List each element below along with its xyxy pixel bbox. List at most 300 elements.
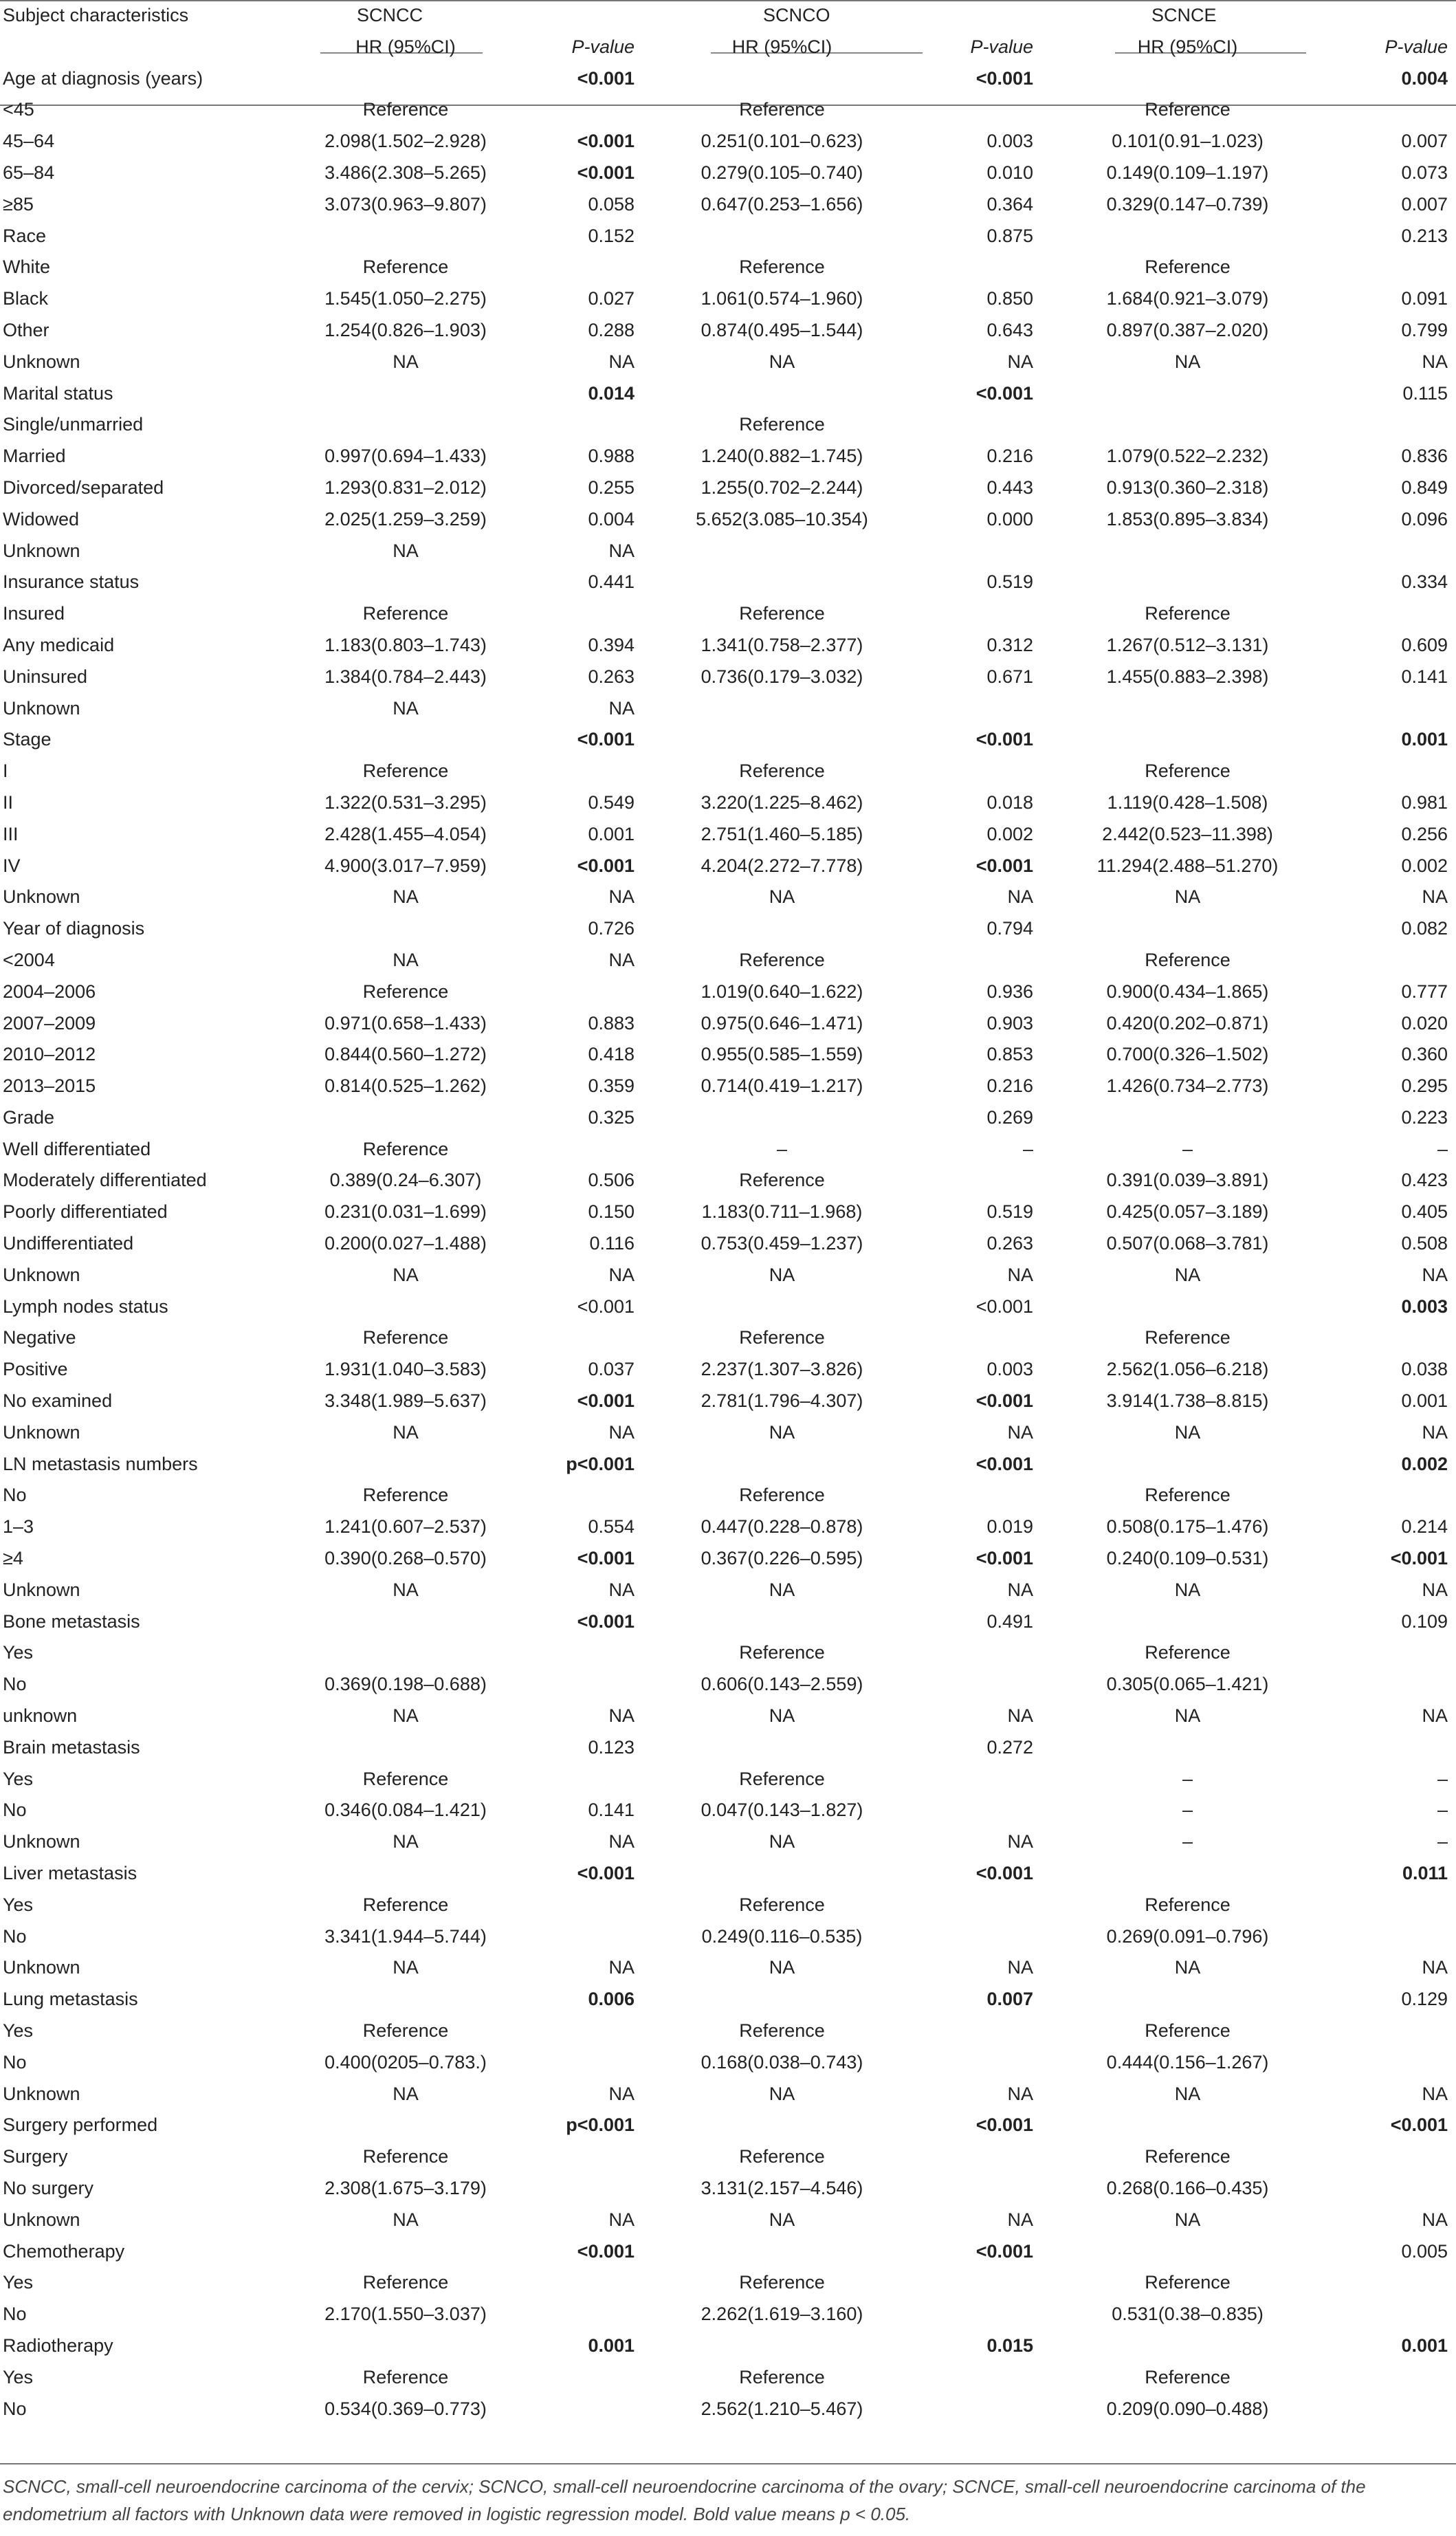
scnce-hr-cell: Reference: [1145, 2366, 1231, 2387]
scnco-hr-cell: Reference: [739, 1327, 825, 1348]
table-row: [0, 1386, 1456, 1417]
scnco-p-cell: [921, 945, 1041, 976]
row-label: Yes: [3, 2366, 34, 2387]
scncc-hr-cell: 3.341(1.944–5.744): [324, 1925, 487, 1947]
scnce-p-cell: –: [1437, 1138, 1448, 1159]
scnco-hr-cell: NA: [769, 2209, 795, 2230]
subject-header: Subject characteristics: [3, 5, 189, 25]
scnco-hr-cell: 0.168(0.038–0.743): [701, 2051, 863, 2073]
scnco-header: SCNCO: [763, 5, 830, 25]
scnco-hr-cell: 1.341(0.758–2.377): [701, 634, 863, 655]
scnco-hr-cell: [643, 913, 921, 945]
row-label: Unknown: [3, 540, 80, 561]
scnce-p-cell: [1334, 756, 1456, 787]
scnce-p-cell: 0.007: [1401, 131, 1448, 152]
scnco-p-cell: <0.001: [975, 1453, 1034, 1474]
section-label: Radiotherapy: [3, 2335, 113, 2356]
scnce-p-cell: 0.609: [1401, 634, 1448, 655]
scnco-p-cell: NA: [1007, 1579, 1034, 1600]
scnco-hr-cell: 3.131(2.157–4.546): [701, 2177, 863, 2198]
scnce-p-cell: 0.002: [1401, 1453, 1448, 1474]
scnce-p-cell: NA: [1422, 1705, 1448, 1727]
scnce-hr-cell: Reference: [1145, 2146, 1231, 2167]
scnce-hr-cell: [1041, 2110, 1334, 2141]
scnce-p-cell: [1334, 409, 1456, 441]
scnce-hr-cell: 0.269(0.091–0.796): [1106, 1925, 1269, 1947]
table-row: [0, 2362, 1456, 2394]
scncc-p-cell: [526, 1764, 643, 1795]
scncc-hr-cell: 1.293(0.831–2.012): [324, 477, 487, 498]
scncc-hr-cell: Reference: [362, 99, 449, 120]
scnce-hr-cell: 0.531(0.38–0.835): [1112, 2304, 1264, 2325]
scnce-p-cell: 0.405: [1401, 1201, 1448, 1223]
scncc-p-cell: [526, 2141, 643, 2173]
row-label: Yes: [3, 1768, 34, 1789]
scnco-hr-cell: Reference: [739, 1642, 825, 1663]
scnco-p-cell: [921, 252, 1041, 283]
scncc-p-cell: <0.001: [577, 131, 635, 152]
section-label: Surgery performed: [3, 2114, 158, 2136]
scnco-hr-cell: Reference: [739, 2366, 825, 2387]
row-label: Yes: [3, 2020, 34, 2041]
scnco-p-cell: 0.007: [986, 1989, 1034, 2010]
section-label: Chemotherapy: [3, 2240, 125, 2262]
scncc-hr-cell: [285, 2236, 526, 2268]
table-row: [0, 1952, 1456, 1984]
scncc-p-cell: NA: [608, 949, 635, 970]
row-label: Yes: [3, 1642, 34, 1663]
section-row: [0, 724, 1456, 756]
row-label: Undifferentiated: [3, 1233, 134, 1254]
scncc-hr-cell: 0.534(0.369–0.773): [324, 2398, 487, 2419]
section-label: Liver metastasis: [3, 1863, 137, 1884]
scncc-p-cell: 0.394: [588, 634, 635, 655]
scnce-hr-cell: 1.684(0.921–3.079): [1106, 288, 1269, 309]
row-label: ≥4: [3, 1548, 23, 1569]
p-label-suffix: -value: [982, 36, 1034, 57]
scnce-p-cell: NA: [1422, 2083, 1448, 2104]
scnco-p-cell: 0.643: [986, 319, 1034, 340]
scncc-hr-cell: 0.844(0.560–1.272): [324, 1044, 487, 1065]
scncc-hr-cell: 1.241(0.607–2.537): [324, 1516, 487, 1538]
scnce-p-cell: [1334, 1732, 1456, 1764]
scncc-p-cell: p<0.001: [566, 1453, 635, 1474]
scnce-p-cell: NA: [1422, 2209, 1448, 2230]
table-row: [0, 2141, 1456, 2173]
scnce-hr-cell: NA: [1174, 886, 1201, 908]
scnco-hr-cell: 0.367(0.226–0.595): [701, 1548, 863, 1569]
row-label: Widowed: [3, 508, 80, 529]
scnce-hr-cell: 1.853(0.895–3.834): [1106, 508, 1269, 529]
scnco-p-cell: 0.269: [986, 1106, 1034, 1128]
scncc-hr-cell: 1.384(0.784–2.443): [324, 666, 487, 687]
scncc-hr-cell: NA: [393, 697, 419, 719]
row-label: Negative: [3, 1327, 76, 1348]
scnce-p-cell: 0.334: [1401, 571, 1448, 593]
scnce-hr-cell: Reference: [1145, 761, 1231, 782]
scncc-hr-cell: Reference: [362, 2020, 449, 2041]
scncc-p-cell: 0.014: [588, 382, 635, 404]
row-label: Well differentiated: [3, 1138, 151, 1159]
scncc-hr-cell: NA: [393, 949, 419, 970]
scncc-p-cell: 0.288: [588, 319, 635, 340]
scnce-p-cell: 0.109: [1401, 1610, 1448, 1632]
table-row: [0, 315, 1456, 347]
scnce-p-cell: 0.141: [1401, 666, 1448, 687]
scnco-hr-cell: [643, 378, 921, 410]
row-label: 1–3: [3, 1516, 34, 1538]
scncc-p-cell: [526, 2173, 643, 2205]
scnce-p-cell: [1334, 1921, 1456, 1953]
row-label: I: [3, 761, 8, 782]
scnco-hr-cell: [643, 1984, 921, 2015]
scnce-hr-cell: 0.149(0.109–1.197): [1106, 162, 1269, 183]
scnco-p-cell: [921, 94, 1041, 126]
scnce-hr-cell: Reference: [1145, 1894, 1231, 1915]
scnco-p-cell: [921, 1669, 1041, 1701]
scnce-p-cell: 0.223: [1401, 1106, 1448, 1128]
section-row: [0, 1984, 1456, 2015]
section-row: [0, 221, 1456, 252]
table-row: [0, 504, 1456, 536]
scncc-hr-cell: [285, 724, 526, 756]
row-label: Single/unmarried: [3, 414, 144, 435]
table-row: [0, 536, 1456, 567]
scncc-hr-cell: Reference: [362, 2366, 449, 2387]
scncc-p-cell: [526, 409, 643, 441]
table-row: [0, 662, 1456, 693]
scncc-p-cell: [526, 2299, 643, 2330]
scncc-hr-cell: 0.390(0.268–0.570): [324, 1548, 487, 1569]
p-label: P: [970, 36, 983, 57]
scnce-hr-cell: 0.209(0.090–0.488): [1106, 2398, 1269, 2419]
scncc-hr-cell: 2.308(1.675–3.179): [324, 2177, 487, 2198]
scncc-p-cell: NA: [608, 351, 635, 372]
scnco-p-cell: 0.312: [986, 634, 1034, 655]
scnco-hr-header: HR (95%CI): [731, 36, 832, 57]
table-row: [0, 756, 1456, 787]
scncc-p-cell: [526, 2394, 643, 2425]
table-row: [0, 94, 1456, 126]
scncc-p-cell: [526, 1322, 643, 1354]
row-label: No: [3, 1485, 27, 1506]
scncc-hr-cell: NA: [393, 2209, 419, 2230]
scnce-p-cell: NA: [1422, 1957, 1448, 1978]
empty-header: [0, 32, 285, 63]
scncc-hr-cell: [285, 913, 526, 945]
scnco-hr-cell: 2.262(1.619–3.160): [701, 2304, 863, 2325]
scncc-hr-cell: 0.200(0.027–1.488): [324, 1233, 487, 1254]
scnce-p-cell: [1334, 2015, 1456, 2047]
row-label: Yes: [3, 2272, 34, 2293]
row-label: Poorly differentiated: [3, 1201, 168, 1223]
scnce-hr-cell: [1041, 1732, 1334, 1764]
scnco-hr-cell: Reference: [739, 2020, 825, 2041]
scnce-p-cell: NA: [1422, 351, 1448, 372]
section-label: Bone metastasis: [3, 1610, 140, 1632]
table-row: [0, 2299, 1456, 2330]
scnco-hr-cell: 0.955(0.585–1.559): [701, 1044, 863, 1065]
scnco-hr-cell: 0.047(0.143–1.827): [701, 1800, 863, 1821]
scncc-p-cell: 0.037: [588, 1359, 635, 1380]
scncc-p-cell: 0.123: [588, 1736, 635, 1758]
row-label: 65–84: [3, 162, 55, 183]
section-label: Stage: [3, 729, 52, 750]
scncc-hr-cell: NA: [393, 1264, 419, 1285]
row-label: II: [3, 791, 14, 813]
scnco-p-cell: 0.853: [986, 1044, 1034, 1065]
scnce-p-cell: [1334, 2267, 1456, 2299]
scncc-p-cell: [526, 94, 643, 126]
scnce-hr-cell: 0.425(0.057–3.189): [1106, 1201, 1269, 1223]
scnco-hr-cell: NA: [769, 1831, 795, 1852]
scnco-p-cell: 0.519: [986, 1201, 1034, 1223]
scnco-hr-cell: 1.183(0.711–1.968): [701, 1201, 863, 1223]
scnco-p-cell: 0.936: [986, 981, 1034, 1002]
table-row: [0, 2015, 1456, 2047]
scncc-p-cell: [526, 1637, 643, 1669]
scncc-p-cell: 0.001: [588, 2335, 635, 2356]
scnce-p-cell: NA: [1422, 1264, 1448, 1285]
row-label: Unknown: [3, 697, 80, 719]
scnce-hr-cell: [1041, 1291, 1334, 1323]
scnce-hr-cell: [1041, 1449, 1334, 1480]
row-label: Unknown: [3, 1957, 80, 1978]
scncc-hr-cell: Reference: [362, 256, 449, 278]
scnco-p-cell: 0.794: [986, 918, 1034, 939]
scncc-p-cell: 0.506: [588, 1170, 635, 1191]
scncc-p-cell: [526, 756, 643, 787]
row-label: Uninsured: [3, 666, 88, 687]
scnce-hr-cell: 0.897(0.387–2.020): [1106, 319, 1269, 340]
scncc-p-cell: NA: [608, 1421, 635, 1443]
scnco-p-cell: NA: [1007, 351, 1034, 372]
scncc-hr-cell: [285, 378, 526, 410]
scnco-p-cell: <0.001: [975, 1390, 1034, 1412]
scncc-p-cell: <0.001: [577, 1863, 635, 1884]
scnce-p-cell: 0.115: [1402, 382, 1448, 404]
scncc-p-cell: [526, 598, 643, 630]
row-label: unknown: [3, 1705, 78, 1727]
scnce-header: SCNCE: [1151, 5, 1217, 25]
scnce-p-cell: 0.001: [1401, 2335, 1448, 2356]
scnce-p-cell: [1334, 2362, 1456, 2394]
scncc-p-cell: 0.058: [588, 193, 635, 215]
table-row: [0, 1826, 1456, 1858]
scncc-p-cell: <0.001: [577, 855, 635, 876]
scnco-p-cell: 0.443: [986, 477, 1034, 498]
row-label: Married: [3, 446, 66, 467]
scnce-p-cell: 0.002: [1401, 855, 1448, 876]
scnce-p-cell: [1334, 2047, 1456, 2079]
scncc-hr-cell: [285, 409, 526, 441]
scncc-p-cell: <0.001: [577, 67, 635, 89]
scnco-p-cell: 0.010: [986, 162, 1034, 183]
scnco-hr-cell: 0.251(0.101–0.623): [701, 131, 863, 152]
table-row: [0, 1669, 1456, 1701]
scnco-hr-cell: [643, 1732, 921, 1764]
scnce-p-cell: [1334, 2141, 1456, 2173]
scnce-p-cell: 0.981: [1401, 791, 1448, 813]
scncc-p-cell: NA: [608, 2083, 635, 2104]
scnco-p-cell: 0.015: [986, 2335, 1034, 2356]
scnco-p-cell: <0.001: [975, 855, 1034, 876]
scncc-p-cell: <0.001: [577, 1390, 635, 1412]
scnco-hr-cell: 0.874(0.495–1.544): [701, 319, 863, 340]
scnce-hr-cell: Reference: [1145, 99, 1231, 120]
scnco-hr-cell: –: [777, 1138, 788, 1159]
table-row: [0, 347, 1456, 378]
table-row: [0, 441, 1456, 472]
table-row: [0, 1228, 1456, 1260]
scncc-hr-cell: 3.348(1.989–5.637): [324, 1390, 487, 1412]
scncc-hr-cell: Reference: [362, 1485, 449, 1506]
scnco-p-cell: [921, 2015, 1041, 2047]
scncc-hr-cell: 2.098(1.502–2.928): [324, 131, 487, 152]
table-row: [0, 1890, 1456, 1921]
scnce-p-cell: 0.256: [1401, 823, 1448, 844]
scnco-p-cell: 0.003: [986, 131, 1034, 152]
section-row: [0, 913, 1456, 945]
scnce-hr-cell: 0.240(0.109–0.531): [1106, 1548, 1269, 1569]
scncc-p-cell: 0.255: [588, 477, 635, 498]
scncc-hr-cell: NA: [393, 886, 419, 908]
row-label: 45–64: [3, 131, 55, 152]
scnce-hr-cell: [1041, 1606, 1334, 1638]
scnco-p-cell: [921, 1764, 1041, 1795]
table-row: [0, 1701, 1456, 1732]
row-label: IV: [3, 855, 21, 876]
scnce-p-cell: [1334, 1480, 1456, 1511]
scncc-hr-cell: 1.322(0.531–3.295): [324, 791, 487, 813]
scnco-hr-cell: 0.714(0.419–1.217): [701, 1075, 863, 1097]
scncc-hr-cell: [285, 1291, 526, 1323]
scnco-p-cell: NA: [1007, 886, 1034, 908]
scncc-hr-cell: NA: [393, 1705, 419, 1727]
row-label: Unknown: [3, 2083, 80, 2104]
scncc-p-cell: 0.359: [588, 1075, 635, 1097]
scncc-hr-cell: NA: [393, 1957, 419, 1978]
scncc-p-header: [526, 32, 643, 63]
row-label: No: [3, 1800, 27, 1821]
scncc-p-cell: <0.001: [577, 1548, 635, 1569]
table-row: [0, 2079, 1456, 2110]
scnco-hr-cell: 2.781(1.796–4.307): [701, 1390, 863, 1412]
scnce-hr-cell: [1041, 567, 1334, 598]
scnco-p-cell: [921, 1795, 1041, 1826]
scnce-hr-cell: NA: [1174, 2209, 1201, 2230]
scncc-hr-cell: NA: [393, 351, 419, 372]
scncc-p-cell: [526, 1890, 643, 1921]
scnco-p-cell: [921, 2267, 1041, 2299]
row-label: 2010–2012: [3, 1044, 96, 1065]
scncc-hr-cell: 1.931(1.040–3.583): [324, 1359, 487, 1380]
scnco-hr-cell: [643, 1102, 921, 1134]
scnce-hr-cell: NA: [1174, 1264, 1201, 1285]
scnce-p-cell: [1334, 693, 1456, 725]
scnce-p-cell: 0.003: [1401, 1296, 1448, 1317]
scncc-p-cell: [526, 2362, 643, 2394]
scnco-hr-cell: Reference: [739, 2272, 825, 2293]
scnce-hr-cell: 1.079(0.522–2.232): [1106, 446, 1269, 467]
table-row: [0, 1165, 1456, 1196]
scncc-p-cell: <0.001: [577, 729, 635, 750]
row-label: Unknown: [3, 1421, 80, 1443]
scnco-p-cell: [921, 409, 1041, 441]
scnco-hr-cell: Reference: [739, 1894, 825, 1915]
scnco-p-cell: NA: [1007, 2083, 1034, 2104]
section-row: [0, 378, 1456, 410]
scnce-hr-cell: 0.913(0.360–2.318): [1106, 477, 1269, 498]
scnco-p-cell: <0.001: [975, 67, 1034, 89]
scnco-p-cell: NA: [1007, 1264, 1034, 1285]
scnco-hr-cell: [643, 2110, 921, 2141]
table-row: [0, 1764, 1456, 1795]
scncc-p-cell: [526, 2047, 643, 2079]
scncc-hr-cell: [285, 63, 526, 95]
row-label: Yes: [3, 1894, 34, 1915]
scnco-hr-cell: [643, 63, 921, 95]
scnce-p-cell: [1334, 1890, 1456, 1921]
scncc-hr-cell: [285, 1984, 526, 2015]
scnco-hr-cell: [643, 221, 921, 252]
scncc-hr-cell: [285, 2110, 526, 2141]
scnce-hr-cell: 0.329(0.147–0.739): [1106, 193, 1269, 215]
section-row: [0, 63, 1456, 95]
table-row: [0, 472, 1456, 504]
scncc-p-cell: 0.554: [588, 1516, 635, 1538]
scncc-hr-cell: 1.254(0.826–1.903): [324, 319, 487, 340]
scncc-hr-cell: 0.814(0.525–1.262): [324, 1075, 487, 1097]
scnce-p-cell: [1334, 2394, 1456, 2425]
section-row: [0, 1102, 1456, 1134]
table-row: [0, 252, 1456, 283]
scnco-p-cell: [921, 598, 1041, 630]
table-row: [0, 1417, 1456, 1449]
scncc-p-cell: NA: [608, 1831, 635, 1852]
scnco-hr-cell: [643, 1449, 921, 1480]
scnco-hr-cell: Reference: [739, 949, 825, 970]
scnco-hr-cell: NA: [769, 1957, 795, 1978]
scncc-p-cell: <0.001: [577, 2240, 635, 2262]
scnco-hr-cell: NA: [769, 886, 795, 908]
scnce-p-cell: 0.020: [1401, 1012, 1448, 1034]
scnco-hr-cell: [643, 536, 921, 567]
scnco-p-cell: <0.001: [975, 1863, 1034, 1884]
scnce-p-cell: 0.214: [1401, 1516, 1448, 1538]
scnce-hr-cell: 0.101(0.91–1.023): [1112, 131, 1264, 152]
scnco-p-cell: [921, 1921, 1041, 1953]
scncc-p-cell: NA: [608, 1579, 635, 1600]
row-label: Black: [3, 288, 49, 309]
section-label: LN metastasis numbers: [3, 1453, 198, 1474]
scnco-hr-cell: Reference: [739, 414, 825, 435]
table-row: [0, 126, 1456, 157]
scncc-p-cell: 0.027: [588, 288, 635, 309]
table-row: [0, 1134, 1456, 1166]
section-row: [0, 2330, 1456, 2362]
row-label: 2013–2015: [3, 1075, 96, 1097]
scnce-p-cell: NA: [1422, 886, 1448, 908]
scnco-p-cell: [921, 2394, 1041, 2425]
row-label: Moderately differentiated: [3, 1170, 207, 1191]
scnce-hr-cell: [1041, 2330, 1334, 2362]
scnce-p-cell: 0.004: [1401, 67, 1448, 89]
scnco-p-cell: 0.875: [986, 225, 1034, 246]
section-label: Marital status: [3, 382, 113, 404]
table-row: [0, 2173, 1456, 2205]
section-label: Grade: [3, 1106, 55, 1128]
